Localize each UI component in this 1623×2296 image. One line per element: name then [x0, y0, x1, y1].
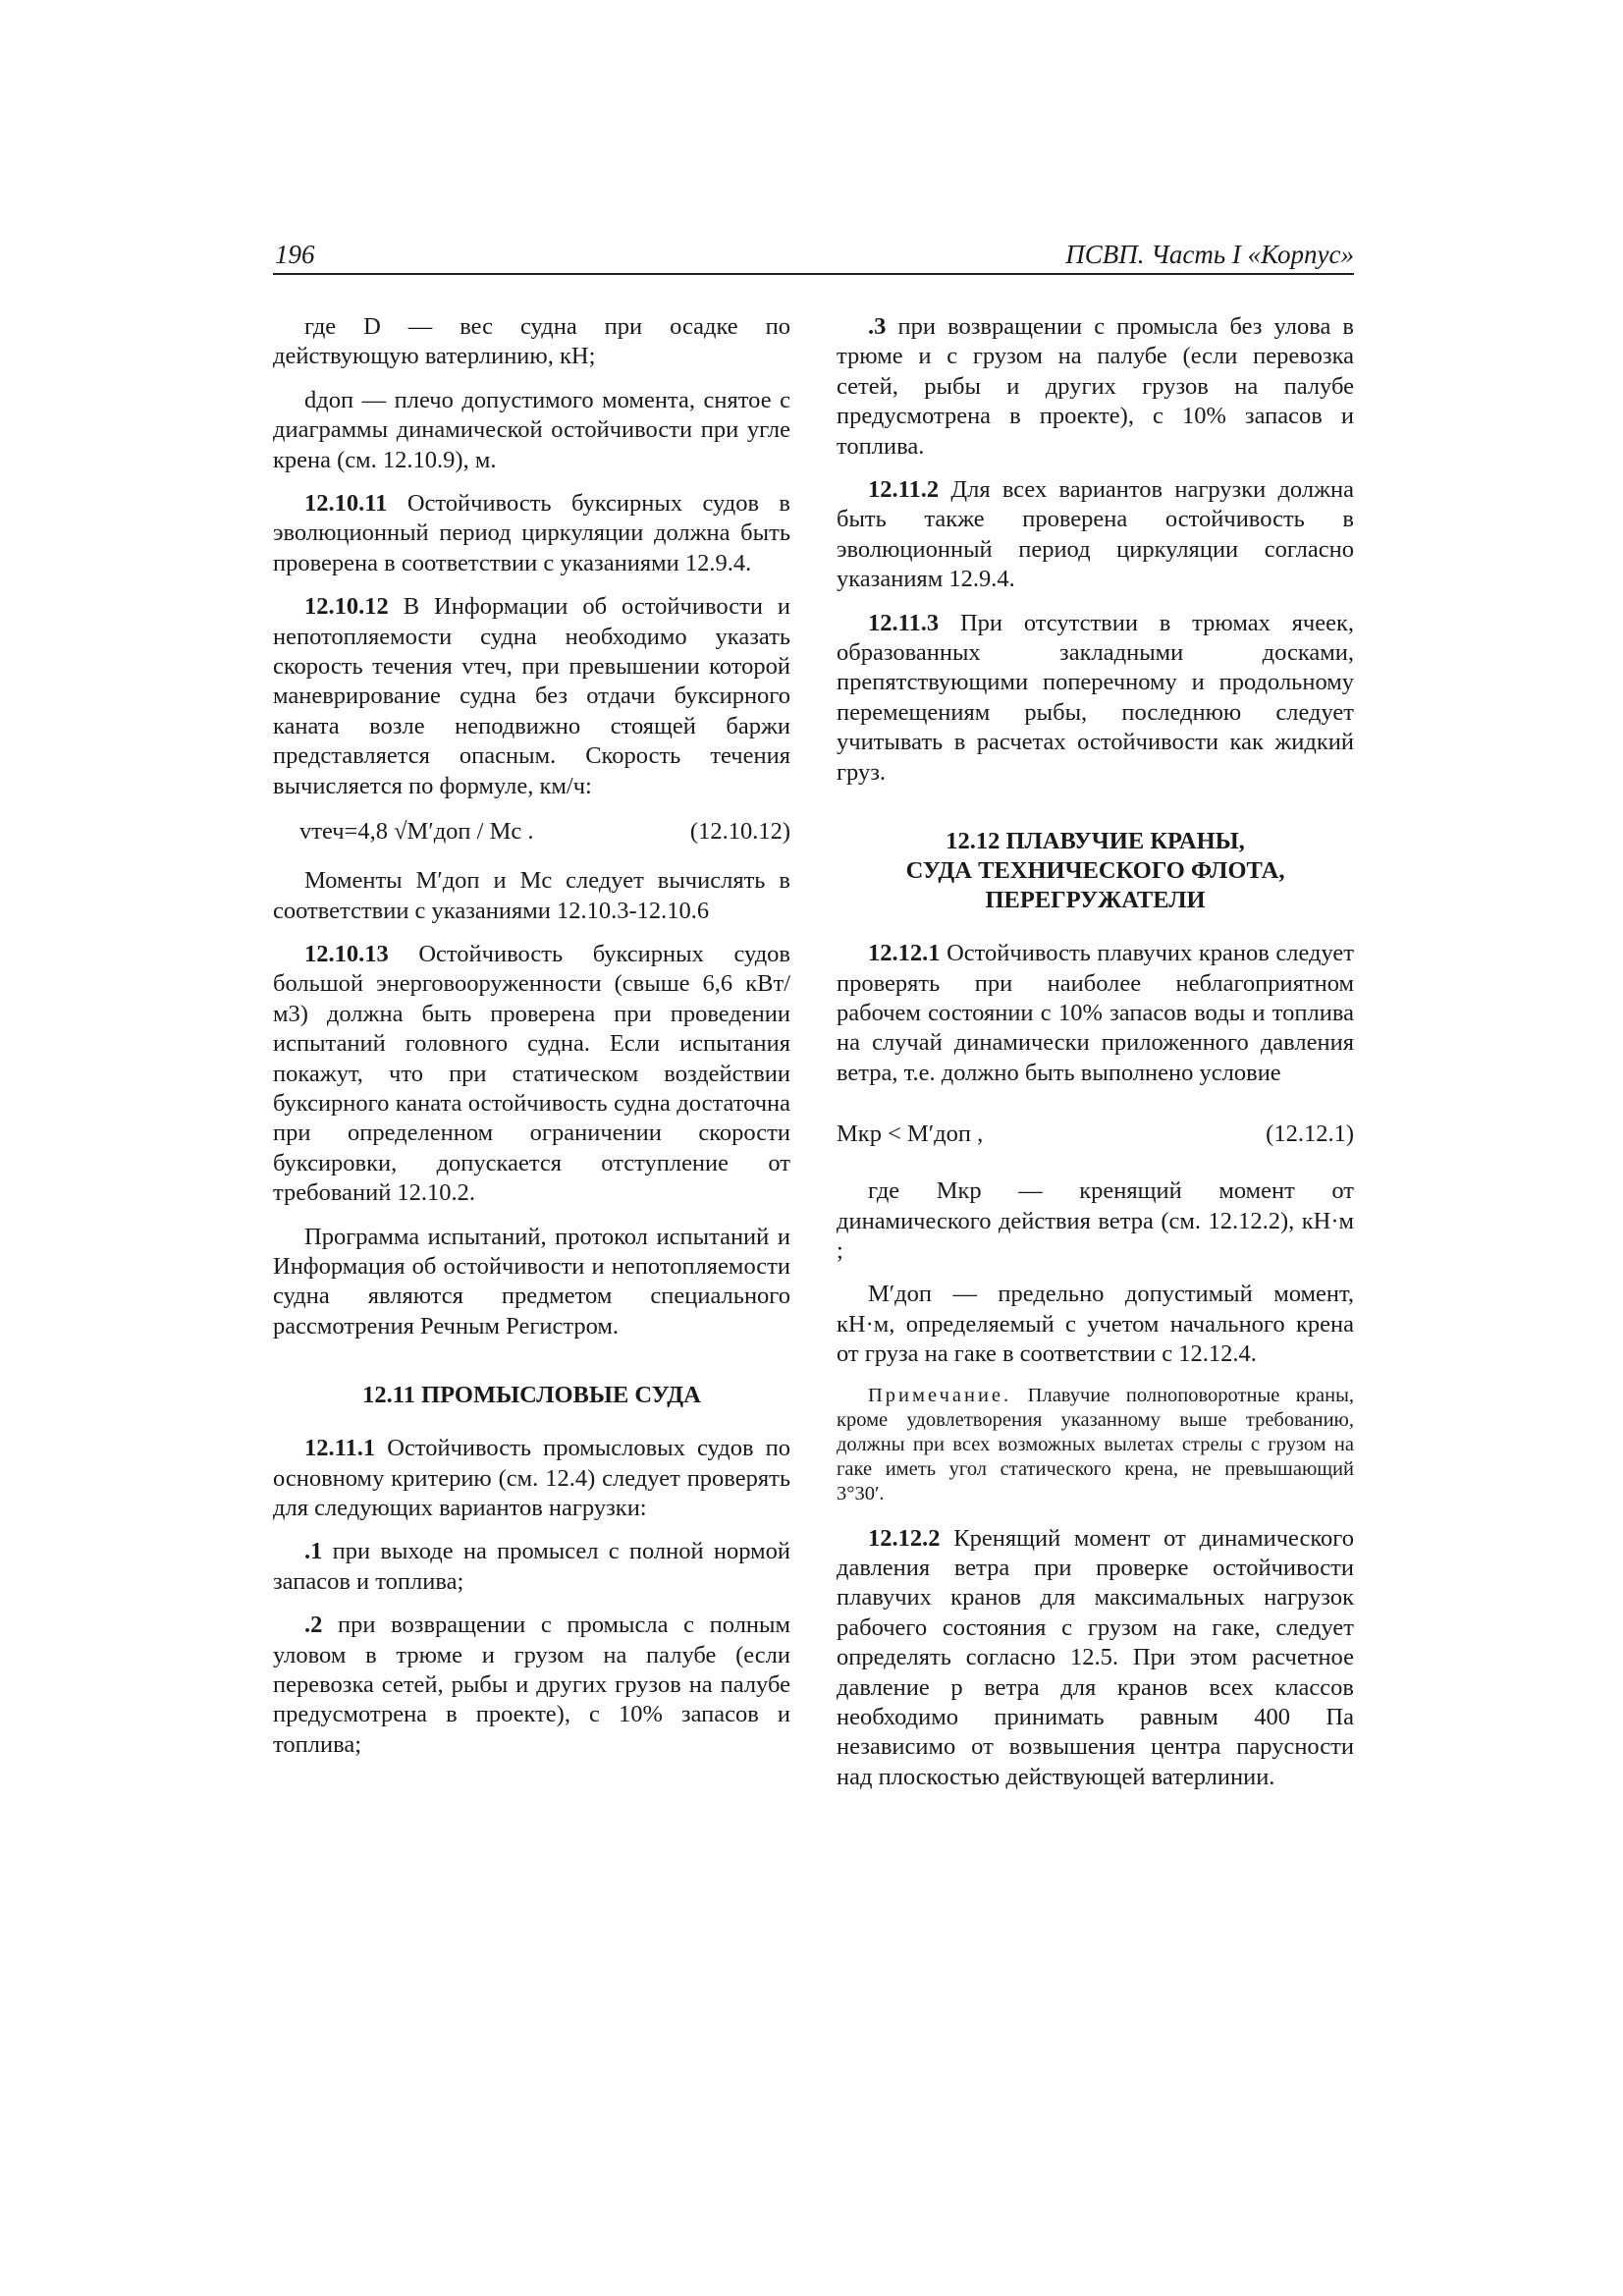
- formula-expression: vтеч=4,8 √M′доп / Mс .: [299, 818, 534, 846]
- formula-number: (12.10.12): [689, 818, 790, 846]
- clause-12-12-2: [837, 1524, 1354, 1793]
- item-text: при выходе на промысел с полной нормой запасов и топлива;: [273, 1538, 790, 1595]
- formula-expression: Mкр < M′доп ,: [837, 1121, 984, 1148]
- clause-12-11-3: [837, 609, 1354, 788]
- clause-text: При отсутствии в трюмах ячеек, образованных закладными досками, препятствующими поперечному и продольному перемещениям рыбы, последнюю следует учитывать в расчетах остойчивости как жидкий груз.: [837, 609, 1354, 786]
- clause-text: Остойчивость буксирных судов большой энерговооруженности (свыше 6,6 кВт/м3) должна быть проверена при проведении испытаний головного судна. Если испытания покажут, что при статическом воздействии буксирного каната остойчивость судна достаточна при определенном ограничении скорости буксировки, допускается отступление от требований 12.10.2.: [273, 940, 791, 1207]
- clause-12-10-13: [273, 940, 790, 1209]
- definition-m-dop: M′доп — предельно допустимый момент, кН·м, определяемый с учетом начального крена от груза на гаке в соответствии с 12.12.4.: [837, 1281, 1354, 1368]
- note-text: Плавучие полноповоротные краны, кроме удовлетворения указанному выше требованию, должны при всех возможных вылетах стрелы с грузом на гаке иметь угол статического крена, не превышающий 3°30′.: [837, 1384, 1354, 1504]
- list-item-2: [273, 1611, 790, 1760]
- clause-number: 12.10.11: [304, 490, 388, 518]
- formula-12-12-1: [837, 1118, 1354, 1157]
- test-program-paragraph: Программа испытаний, протокол испытаний и Информация об остойчивости и непотопляемости судна являются предметом специального рассмотрения Речным Регистром.: [273, 1223, 790, 1339]
- list-item-3: [837, 312, 1354, 462]
- note-label: Примечание.: [868, 1384, 1012, 1406]
- clause-12-12-1: [837, 939, 1354, 1088]
- heading-line: СУДА ТЕХНИЧЕСКОГО ФЛОТА,: [905, 857, 1285, 885]
- section-heading-12-11: 12.11 ПРОМЫСЛОВЫЕ СУДА: [362, 1382, 701, 1409]
- section-heading-12-12: [837, 827, 1354, 915]
- clause-number: 12.11.1: [304, 1435, 376, 1462]
- left-column: [273, 312, 790, 1774]
- running-title: ПСВП. Часть I «Корпус»: [1065, 240, 1354, 269]
- clause-number: 12.11.2: [868, 476, 940, 504]
- list-item-1: [273, 1537, 790, 1597]
- clause-12-11-2: [837, 475, 1354, 595]
- clause-number: 12.11.3: [868, 609, 940, 636]
- definition-d: где D — вес судна при осадке по действующую ватерлинию, кН;: [273, 313, 790, 370]
- clause-text: Остойчивость промысловых судов по основному критерию (см. 12.4) следует проверять для следующих вариантов нагрузки:: [273, 1435, 790, 1521]
- item-text: при возвращении с промысла с полным уловом в трюме и грузом на палубе (если перевозка сетей, рыбы и других грузов на палубе предусмотрена в проекте), с 10% запасов и топлива;: [273, 1612, 791, 1758]
- clause-number: 12.12.2: [868, 1524, 941, 1552]
- definition-d-dop: dдоп — плечо допустимого момента, снятое с диаграммы динамической остойчивости при угле крена (см. 12.10.9), м.: [273, 386, 790, 473]
- moments-note: Моменты M′доп и Mс следует вычислять в соответствии с указаниями 12.10.3-12.10.6: [273, 867, 790, 924]
- page-number: 196: [275, 240, 315, 269]
- clause-text: В Информации об остойчивости и непотопляемости судна необходимо указать скорость течения vтеч, при превышении которой маневрирование судна без отдачи буксирного каната возле неподвижно стоящей баржи представляется опасным. Скорость течения вычисляется по формуле, км/ч:: [273, 593, 791, 799]
- clause-text: Остойчивость буксирных судов в эволюционный период циркуляции должна быть проверена в соответствии с указаниями 12.9.4.: [273, 490, 790, 576]
- item-number: .1: [304, 1538, 323, 1565]
- clause-text: Для всех вариантов нагрузки должна быть также проверена остойчивость в эволюционный период циркуляции согласно указаниям 12.9.4.: [837, 476, 1355, 593]
- clause-number: 12.10.13: [304, 940, 389, 967]
- clause-12-11-1: [273, 1434, 790, 1523]
- item-number: .2: [304, 1612, 323, 1639]
- clause-text: Остойчивость плавучих кранов следует проверять при наиболее неблагоприятном рабочем состоянии с 10% запасов воды и топлива на случай динамически приложенного давления ветра, т.е. должно быть выполнено условие: [837, 940, 1355, 1086]
- heading-line: 12.12 ПЛАВУЧИЕ КРАНЫ,: [946, 828, 1245, 855]
- note: [837, 1384, 1354, 1506]
- clause-number: 12.10.12: [304, 593, 389, 621]
- clause-text: Кренящий момент от динамического давления ветра при проверке остойчивости плавучих кранов для максимальных нагрузок рабочего состояния с грузом на гаке, следует определять согласно 12.5. При этом расчетное давление p ветра для кранов всех классов необходимо принимать равным 400 Па независимо от возвышения центра парусности над плоскостью действующей ватерлинии.: [837, 1524, 1354, 1790]
- clause-number: 12.12.1: [868, 940, 941, 967]
- page-header: [273, 238, 1354, 275]
- item-number: .3: [868, 313, 887, 340]
- definition-m-kr: где Mкр — кренящий момент от динамического действия ветра (см. 12.12.2), кН·м ;: [837, 1177, 1354, 1264]
- right-column: [837, 312, 1354, 1806]
- heading-line: ПЕРЕГРУЖАТЕЛИ: [985, 887, 1206, 914]
- item-text: при возвращении с промысла без улова в трюме и с грузом на палубе (если перевозка сетей, рыбы и других грузов на палубе предусмотрена в проекте), с 10% запасов и топлива.: [837, 313, 1354, 460]
- clause-12-10-11: [273, 489, 790, 578]
- clause-12-10-12: [273, 592, 790, 801]
- formula-number: (12.12.1): [1266, 1121, 1354, 1148]
- formula-12-10-12: [273, 815, 790, 854]
